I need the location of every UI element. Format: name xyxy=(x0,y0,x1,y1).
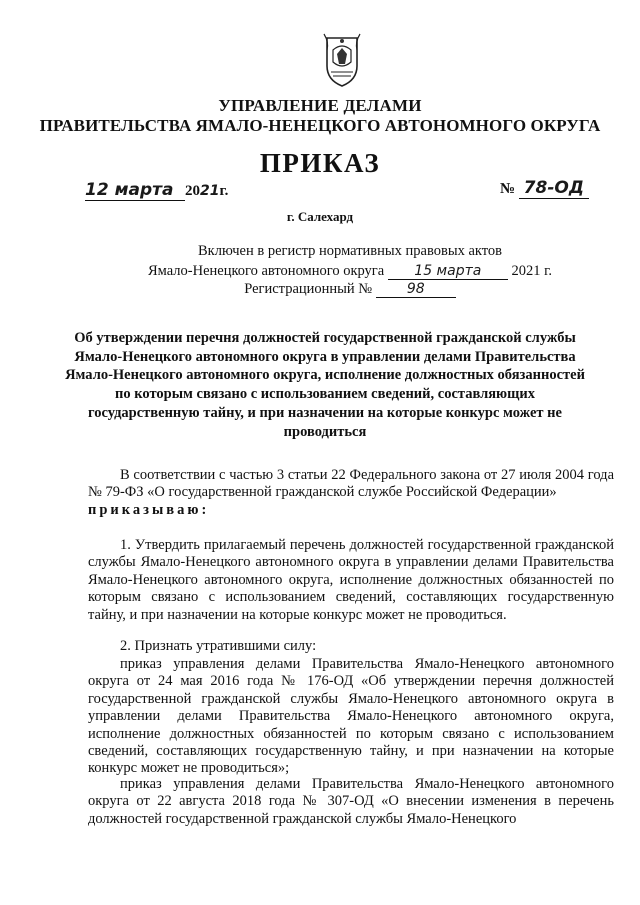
preamble-text: В соответствии с частью 3 статьи 22 Федерального закона от 27 июля 2004 года № 79-ФЗ «О государственной гражданской службе Российской Федерации» xyxy=(88,467,614,501)
handwritten-year: 21 xyxy=(200,183,220,199)
document-number: № 78-ОД xyxy=(500,178,589,199)
handwritten-registration-date: 15 марта xyxy=(388,263,508,280)
handwritten-number: 78-ОД xyxy=(519,178,589,199)
preamble-paragraph xyxy=(88,467,614,519)
document-title: Об утверждении перечня должностей государственной гражданской службы Ямало-Ненецкого автономного округа в управлении делами Правительства Ямало-Ненецкого автономного округа, исполнение должностных обязанностей по которым связано с использованием сведений, составляющих государственную тайну, и при назначении на которые конкурс может не проводиться xyxy=(65,330,585,440)
registration-line2: Ямало-Ненецкого автономного округа 15 марта 2021 г. xyxy=(147,263,552,279)
paragraph-1 xyxy=(88,537,614,624)
paragraph-2-item-2-text: приказ управления делами Правительства Ямало-Ненецкого автономного округа от 22 августа 2018 года № 307-ОД «О внесении изменения в перечень должностей государственной гражданской службы Ямало-Ненецкого xyxy=(88,776,614,827)
paragraph-2-text: 2. Признать утратившими силу: xyxy=(120,638,317,654)
document-type-heading: ПРИКАЗ xyxy=(259,148,381,178)
document-date: 12 марта 2021г. xyxy=(85,180,229,200)
registration-line3: Регистрационный № 98 xyxy=(30,281,640,298)
paragraph-2-item-1-text: приказ управления делами Правительства Ямало-Ненецкого автономного округа от 24 мая 2016 года № 176-ОД «Об утверждении перечня должностей государственной гражданской службы Ямало-Ненецкого автономного округа в управлении делами Правительства Ямало-Ненецкого автономного округа, исполнение должностных обязанностей по которым связано с использованием сведений, составляющих государственную тайну, и при назначении на которые конкурс может не проводиться»; xyxy=(88,656,614,777)
paragraph-1-text: 1. Утвердить прилагаемый перечень должностей государственной гражданской службы Ямало-Ненецкого автономного округа в управлении делами Правительства Ямало-Ненецкого автономного округа, исполнение должностных обязанностей по которым связано с использованием сведений, составляющих государственную тайну, и при назначении на которые конкурс может не проводиться. xyxy=(88,537,614,623)
paragraph-2 xyxy=(88,638,614,655)
paragraph-2-item-2 xyxy=(88,776,614,828)
handwritten-registration-number: 98 xyxy=(376,281,456,298)
city-name: г. Салехард xyxy=(286,209,354,224)
coat-of-arms-emblem xyxy=(321,32,363,88)
paragraph-2-item-1 xyxy=(88,656,614,778)
handwritten-date: 12 марта xyxy=(85,180,185,201)
order-word: приказываю: xyxy=(88,501,210,518)
registration-line1: Включен в регистр нормативных правовых актов xyxy=(198,243,502,259)
organization-name-line1: УПРАВЛЕНИЕ ДЕЛАМИ xyxy=(218,96,422,115)
organization-name-line2: ПРАВИТЕЛЬСТВА ЯМАЛО-НЕНЕЦКОГО АВТОНОМНОГО ОКРУГА xyxy=(39,116,601,135)
